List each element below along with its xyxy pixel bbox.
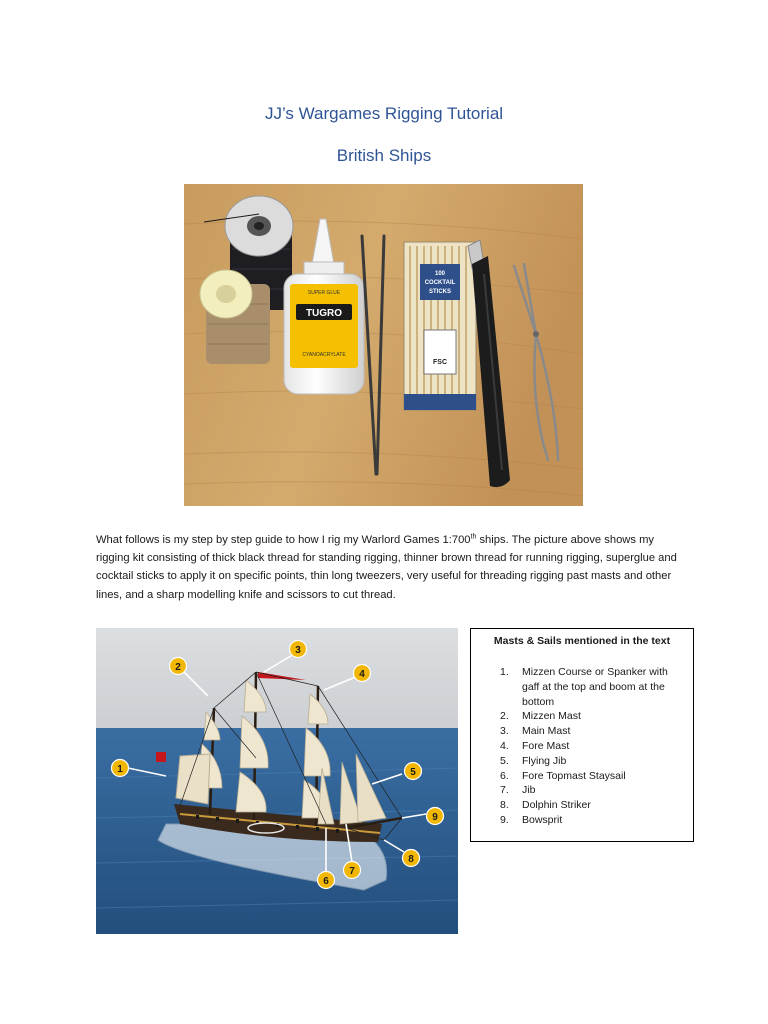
callout-5 xyxy=(405,763,422,780)
callout-6 xyxy=(318,872,335,889)
legend-item-number: 3. xyxy=(500,725,509,738)
legend-item xyxy=(500,665,691,709)
legend-item-number: 6. xyxy=(500,769,509,782)
sticks-label-3: STICKS xyxy=(428,289,452,295)
legend-title: Masts & Sails mentioned in the text xyxy=(493,635,671,647)
legend-item-text: Dolphin Striker xyxy=(522,799,591,812)
legend-item-text: Bowsprit xyxy=(522,813,563,826)
legend-item-text: Mizzen Course or Spanker with gaff at the top and boom at the bottom xyxy=(522,666,668,708)
callout-4 xyxy=(354,665,371,682)
intro-text-part2: ships. The picture above shows my rigging kit consisting of thick black thread for standing rigging, thinner brown thread for running rigging, superglue and cocktail sticks to apply it on specific points, thin long tweezers, very useful for threading rigging past masts and other lines, and a sharp modelling knife and scissors to cut thread. xyxy=(96,534,677,601)
legend-item-text: Flying Jib xyxy=(522,754,567,767)
callout-7-label: 7 xyxy=(349,866,355,877)
callout-8-label: 8 xyxy=(408,854,414,865)
legend-item xyxy=(500,813,691,828)
callout-9-label: 9 xyxy=(432,812,438,823)
callout-2 xyxy=(170,658,187,675)
brown-thread-spool xyxy=(200,270,270,364)
intro-text-part1: What follows is my step by step guide to how I rig my Warlord Games 1:700 xyxy=(96,534,471,546)
legend-item-text: Fore Topmast Staysail xyxy=(522,769,626,782)
intro-superscript: th xyxy=(470,533,477,541)
callout-9 xyxy=(427,808,444,825)
callout-4-label: 4 xyxy=(359,669,365,680)
legend-item xyxy=(500,724,691,739)
red-flag xyxy=(156,752,166,762)
document-title: JJ’s Wargames Rigging Tutorial xyxy=(264,104,504,123)
intro-paragraph xyxy=(96,531,686,604)
ship-photo xyxy=(96,628,458,934)
legend-item-number: 5. xyxy=(500,754,509,767)
legend-item xyxy=(500,754,691,769)
sticks-label-1: 100 xyxy=(434,271,446,277)
callout-3 xyxy=(290,641,307,658)
callout-7 xyxy=(344,862,361,879)
document-subtitle: British Ships xyxy=(336,146,432,165)
legend-item xyxy=(500,769,691,784)
legend-item-number: 9. xyxy=(500,813,509,826)
legend-item-number: 7. xyxy=(500,784,509,797)
rigging-kit-photo xyxy=(184,184,583,506)
masts-sails-legend xyxy=(470,628,694,842)
legend-list xyxy=(471,665,691,828)
glue-brand-label: TUGRO xyxy=(305,308,343,319)
callout-1-label: 1 xyxy=(117,764,123,775)
legend-item-number: 4. xyxy=(500,739,509,752)
legend-item-number: 1. xyxy=(500,666,509,678)
sticks-label-2: COCKTAIL xyxy=(424,280,456,286)
legend-item-number: 2. xyxy=(500,710,509,723)
legend-item xyxy=(500,709,691,724)
glue-label-bottom: CYANOACRYLATE xyxy=(302,352,346,358)
legend-item xyxy=(500,739,691,754)
legend-item-text: Jib xyxy=(522,784,536,797)
cocktail-sticks-box xyxy=(404,242,476,410)
legend-item xyxy=(500,798,691,813)
legend-item-text: Mizzen Mast xyxy=(522,710,581,723)
fsc-label: FSC xyxy=(433,359,447,366)
callout-8 xyxy=(403,850,420,867)
spanker-sail xyxy=(176,754,210,804)
callout-6-label: 6 xyxy=(323,876,329,887)
callout-5-label: 5 xyxy=(410,767,416,778)
legend-item-text: Fore Mast xyxy=(522,739,570,752)
legend-item-text: Main Mast xyxy=(522,725,571,738)
legend-item-number: 8. xyxy=(500,799,509,812)
callout-2-label: 2 xyxy=(175,662,181,673)
callout-3-label: 3 xyxy=(295,645,301,656)
glue-label-top: SUPER GLUE xyxy=(307,290,341,296)
legend-item xyxy=(500,783,691,798)
callout-1 xyxy=(112,760,129,777)
